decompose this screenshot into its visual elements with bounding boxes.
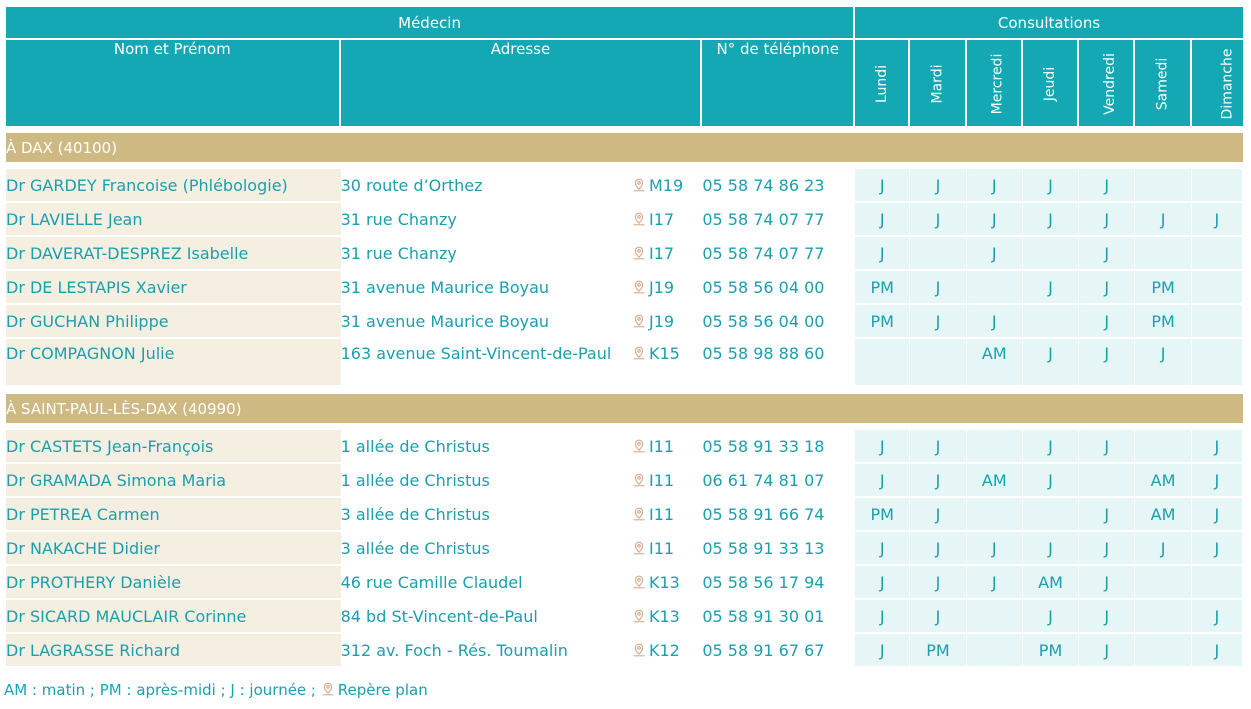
doctors-table <box>6 7 1243 668</box>
doctor-address: 31 rue Chanzy <box>341 237 632 271</box>
map-reference <box>632 566 702 600</box>
consultation-jeudi: J <box>1023 430 1079 464</box>
consultation-mercredi: J <box>967 566 1023 600</box>
map-reference-code: I11 <box>649 470 675 490</box>
consultation-vendredi <box>1079 464 1135 498</box>
consultation-mercredi: J <box>967 169 1023 203</box>
table-row <box>6 532 1243 566</box>
map-pin-icon <box>632 642 646 656</box>
consultation-lundi: J <box>855 237 910 271</box>
doctor-address: 1 allée de Christus <box>341 430 632 464</box>
consultation-vendredi: J <box>1079 169 1135 203</box>
consultation-dimanche: J <box>1192 464 1243 498</box>
consultation-vendredi: J <box>1079 532 1135 566</box>
consultation-mercredi <box>967 271 1023 305</box>
consultation-samedi: J <box>1135 532 1191 566</box>
doctor-address: 1 allée de Christus <box>341 464 632 498</box>
doctor-address: 163 avenue Saint-Vincent-de-Paul <box>341 339 632 387</box>
consultation-dimanche <box>1192 305 1243 339</box>
consultation-dimanche <box>1192 339 1243 387</box>
header-day-dimanche: Dimanche <box>1192 40 1243 126</box>
consultation-vendredi: J <box>1079 498 1135 532</box>
section-gap <box>6 387 1243 394</box>
legend-j-text: : journée ; <box>234 681 321 699</box>
table-row <box>6 600 1243 634</box>
consultation-mercredi <box>967 634 1023 668</box>
map-reference-code: I11 <box>649 504 675 524</box>
consultation-mardi: J <box>910 305 966 339</box>
doctor-phone: 05 58 56 17 94 <box>702 566 855 600</box>
map-reference-code: K13 <box>649 606 680 626</box>
consultation-mardi: J <box>910 169 966 203</box>
consultation-mardi <box>910 237 966 271</box>
consultation-dimanche <box>1192 271 1243 305</box>
map-reference <box>632 339 702 387</box>
map-reference-code: I11 <box>649 436 675 456</box>
table-row <box>6 430 1243 464</box>
consultation-jeudi: J <box>1023 464 1079 498</box>
consultation-samedi <box>1135 169 1191 203</box>
doctor-name: Dr PROTHERY Danièle <box>6 566 341 600</box>
table-row <box>6 271 1243 305</box>
consultation-jeudi: AM <box>1023 566 1079 600</box>
consultation-dimanche <box>1192 237 1243 271</box>
consultation-samedi: J <box>1135 339 1191 387</box>
consultation-jeudi: PM <box>1023 634 1079 668</box>
consultation-mercredi: J <box>967 237 1023 271</box>
doctor-name: Dr DAVERAT-DESPREZ Isabelle <box>6 237 341 271</box>
map-reference <box>632 271 702 305</box>
doctor-name: Dr GRAMADA Simona Maria <box>6 464 341 498</box>
section-header <box>6 394 1243 423</box>
doctor-address: 31 rue Chanzy <box>341 203 632 237</box>
legend-j: J <box>230 681 235 699</box>
map-reference <box>632 464 702 498</box>
header-day-lundi: Lundi <box>855 40 910 126</box>
map-reference-code: K12 <box>649 640 680 660</box>
doctor-name: Dr GARDEY Francoise (Phlébologie) <box>6 169 341 203</box>
doctor-name: Dr NAKACHE Didier <box>6 532 341 566</box>
legend-repere: Repère plan <box>337 681 428 699</box>
consultation-samedi <box>1135 634 1191 668</box>
doctor-address: 3 allée de Christus <box>341 498 632 532</box>
consultation-lundi: PM <box>855 271 910 305</box>
consultation-mercredi: J <box>967 305 1023 339</box>
map-reference-code: I11 <box>649 538 675 558</box>
doctor-phone: 06 61 74 81 07 <box>702 464 855 498</box>
header-day-vendredi: Vendredi <box>1079 40 1135 126</box>
consultation-lundi: J <box>855 464 910 498</box>
consultation-jeudi <box>1023 237 1079 271</box>
consultation-lundi: J <box>855 430 910 464</box>
consultation-jeudi: J <box>1023 169 1079 203</box>
map-pin-icon <box>632 245 646 259</box>
map-pin-icon <box>632 506 646 520</box>
table-row <box>6 237 1243 271</box>
doctor-name: Dr CASTETS Jean-François <box>6 430 341 464</box>
consultation-jeudi: J <box>1023 532 1079 566</box>
map-pin-icon <box>632 279 646 293</box>
consultation-lundi: J <box>855 203 910 237</box>
map-reference <box>632 237 702 271</box>
map-reference-code: J19 <box>649 311 675 331</box>
map-reference-code: I17 <box>649 243 675 263</box>
consultation-mardi: J <box>910 566 966 600</box>
map-reference-code: M19 <box>649 175 684 195</box>
doctor-name: Dr DE LESTAPIS Xavier <box>6 271 341 305</box>
header-row-top <box>6 7 1243 40</box>
section-gap <box>6 126 1243 133</box>
consultation-dimanche: J <box>1192 498 1243 532</box>
consultation-vendredi: J <box>1079 430 1135 464</box>
consultation-samedi <box>1135 237 1191 271</box>
doctor-name: Dr SICARD MAUCLAIR Corinne <box>6 600 341 634</box>
table-row <box>6 339 1243 387</box>
consultation-samedi: J <box>1135 203 1191 237</box>
consultation-mardi: J <box>910 271 966 305</box>
consultation-mercredi: AM <box>967 339 1023 387</box>
consultation-samedi <box>1135 566 1191 600</box>
table-row <box>6 169 1243 203</box>
consultation-lundi: J <box>855 532 910 566</box>
table-body <box>6 126 1243 668</box>
consultation-lundi <box>855 339 910 387</box>
map-reference <box>632 430 702 464</box>
consultation-mercredi <box>967 498 1023 532</box>
section-title: À DAX (40100) <box>6 133 1243 162</box>
consultation-samedi: AM <box>1135 498 1191 532</box>
legend-am: AM <box>4 681 28 699</box>
map-reference <box>632 634 702 668</box>
consultation-samedi: PM <box>1135 271 1191 305</box>
header-medecin: Médecin <box>6 7 855 40</box>
header-day-jeudi: Jeudi <box>1023 40 1079 126</box>
map-pin-icon <box>321 682 335 696</box>
consultation-lundi: J <box>855 634 910 668</box>
doctor-address: 312 av. Foch - Rés. Toumalin <box>341 634 632 668</box>
header-nom: Nom et Prénom <box>6 40 341 126</box>
consultation-samedi: AM <box>1135 464 1191 498</box>
consultation-dimanche: J <box>1192 532 1243 566</box>
consultation-jeudi: J <box>1023 600 1079 634</box>
consultation-mardi: J <box>910 600 966 634</box>
doctor-address: 31 avenue Maurice Boyau <box>341 271 632 305</box>
consultation-jeudi: J <box>1023 271 1079 305</box>
doctor-name: Dr GUCHAN Philippe <box>6 305 341 339</box>
consultation-samedi <box>1135 430 1191 464</box>
map-reference-code: K13 <box>649 572 680 592</box>
header-day-mardi: Mardi <box>910 40 966 126</box>
map-pin-icon <box>632 472 646 486</box>
doctor-name: Dr COMPAGNON Julie <box>6 339 341 387</box>
spacer <box>6 126 1243 133</box>
section-gap <box>6 162 1243 169</box>
table-row <box>6 464 1243 498</box>
consultation-samedi <box>1135 600 1191 634</box>
consultation-mardi: J <box>910 203 966 237</box>
map-pin-icon <box>632 313 646 327</box>
doctor-address: 3 allée de Christus <box>341 532 632 566</box>
doctor-phone: 05 58 91 66 74 <box>702 498 855 532</box>
section-gap <box>6 423 1243 430</box>
header-row-columns <box>6 40 1243 126</box>
section-title: À SAINT-PAUL-LÈS-DAX (40990) <box>6 394 1243 423</box>
consultation-lundi: J <box>855 169 910 203</box>
consultation-mardi: J <box>910 430 966 464</box>
consultation-lundi: PM <box>855 498 910 532</box>
doctor-name: Dr PETREA Carmen <box>6 498 341 532</box>
map-pin-icon <box>632 177 646 191</box>
consultation-mardi <box>910 339 966 387</box>
consultation-mardi: PM <box>910 634 966 668</box>
consultation-vendredi: J <box>1079 634 1135 668</box>
consultation-jeudi: J <box>1023 203 1079 237</box>
legend-pm: PM <box>99 681 122 699</box>
consultation-mardi: J <box>910 464 966 498</box>
consultation-dimanche: J <box>1192 600 1243 634</box>
table-row <box>6 566 1243 600</box>
header-day-mercredi: Mercredi <box>967 40 1023 126</box>
map-reference-code: K15 <box>649 344 680 363</box>
consultation-samedi: PM <box>1135 305 1191 339</box>
consultation-lundi: PM <box>855 305 910 339</box>
spacer <box>6 423 1243 430</box>
consultation-vendredi: J <box>1079 339 1135 387</box>
consultation-dimanche <box>1192 169 1243 203</box>
consultation-mercredi: AM <box>967 464 1023 498</box>
consultation-mardi: J <box>910 498 966 532</box>
table-row <box>6 305 1243 339</box>
map-reference <box>632 498 702 532</box>
consultation-vendredi: J <box>1079 203 1135 237</box>
doctor-phone: 05 58 74 07 77 <box>702 237 855 271</box>
consultation-vendredi: J <box>1079 566 1135 600</box>
consultation-vendredi: J <box>1079 271 1135 305</box>
doctor-address: 31 avenue Maurice Boyau <box>341 305 632 339</box>
consultation-dimanche: J <box>1192 430 1243 464</box>
consultation-vendredi: J <box>1079 305 1135 339</box>
header-day-samedi: Samedi <box>1135 40 1191 126</box>
consultation-mercredi: J <box>967 203 1023 237</box>
doctor-phone: 05 58 91 33 13 <box>702 532 855 566</box>
map-reference <box>632 169 702 203</box>
map-reference-code: J19 <box>649 277 675 297</box>
consultation-lundi: J <box>855 566 910 600</box>
doctor-address: 30 route d’Orthez <box>341 169 632 203</box>
map-pin-icon <box>632 540 646 554</box>
consultation-dimanche: J <box>1192 203 1243 237</box>
table-row <box>6 498 1243 532</box>
consultation-dimanche: J <box>1192 634 1243 668</box>
doctor-phone: 05 58 91 33 18 <box>702 430 855 464</box>
doctor-phone: 05 58 56 04 00 <box>702 271 855 305</box>
doctor-name: Dr LAGRASSE Richard <box>6 634 341 668</box>
doctor-phone: 05 58 91 67 67 <box>702 634 855 668</box>
consultation-mercredi: J <box>967 532 1023 566</box>
map-reference-code: I17 <box>649 209 675 229</box>
map-pin-icon <box>632 211 646 225</box>
map-pin-icon <box>632 608 646 622</box>
spacer <box>6 387 1243 394</box>
header-consultations: Consultations <box>855 7 1243 40</box>
doctor-phone: 05 58 74 07 77 <box>702 203 855 237</box>
consultation-jeudi <box>1023 498 1079 532</box>
map-reference <box>632 203 702 237</box>
consultation-mardi: J <box>910 532 966 566</box>
consultation-dimanche <box>1192 566 1243 600</box>
section-header <box>6 133 1243 162</box>
consultation-jeudi: J <box>1023 339 1079 387</box>
map-pin-icon <box>632 438 646 452</box>
doctor-phone: 05 58 74 86 23 <box>702 169 855 203</box>
consultation-vendredi: J <box>1079 237 1135 271</box>
table-row <box>6 634 1243 668</box>
map-pin-icon <box>632 574 646 588</box>
table-row <box>6 203 1243 237</box>
map-reference <box>632 532 702 566</box>
doctor-phone: 05 58 98 88 60 <box>702 339 855 387</box>
doctor-address: 84 bd St-Vincent-de-Paul <box>341 600 632 634</box>
legend <box>4 681 428 699</box>
legend-am-text: : matin ; <box>27 681 100 699</box>
doctor-phone: 05 58 56 04 00 <box>702 305 855 339</box>
consultation-lundi: J <box>855 600 910 634</box>
header-telephone: N° de téléphone <box>702 40 855 126</box>
legend-pm-text: : après-midi ; <box>121 681 231 699</box>
map-pin-icon <box>632 345 646 359</box>
header-adresse: Adresse <box>341 40 703 126</box>
consultation-vendredi: J <box>1079 600 1135 634</box>
doctor-address: 46 rue Camille Claudel <box>341 566 632 600</box>
consultation-jeudi <box>1023 305 1079 339</box>
map-reference <box>632 600 702 634</box>
consultation-mercredi <box>967 600 1023 634</box>
doctor-phone: 05 58 91 30 01 <box>702 600 855 634</box>
map-reference <box>632 305 702 339</box>
consultation-mercredi <box>967 430 1023 464</box>
doctor-name: Dr LAVIELLE Jean <box>6 203 341 237</box>
spacer <box>6 162 1243 169</box>
